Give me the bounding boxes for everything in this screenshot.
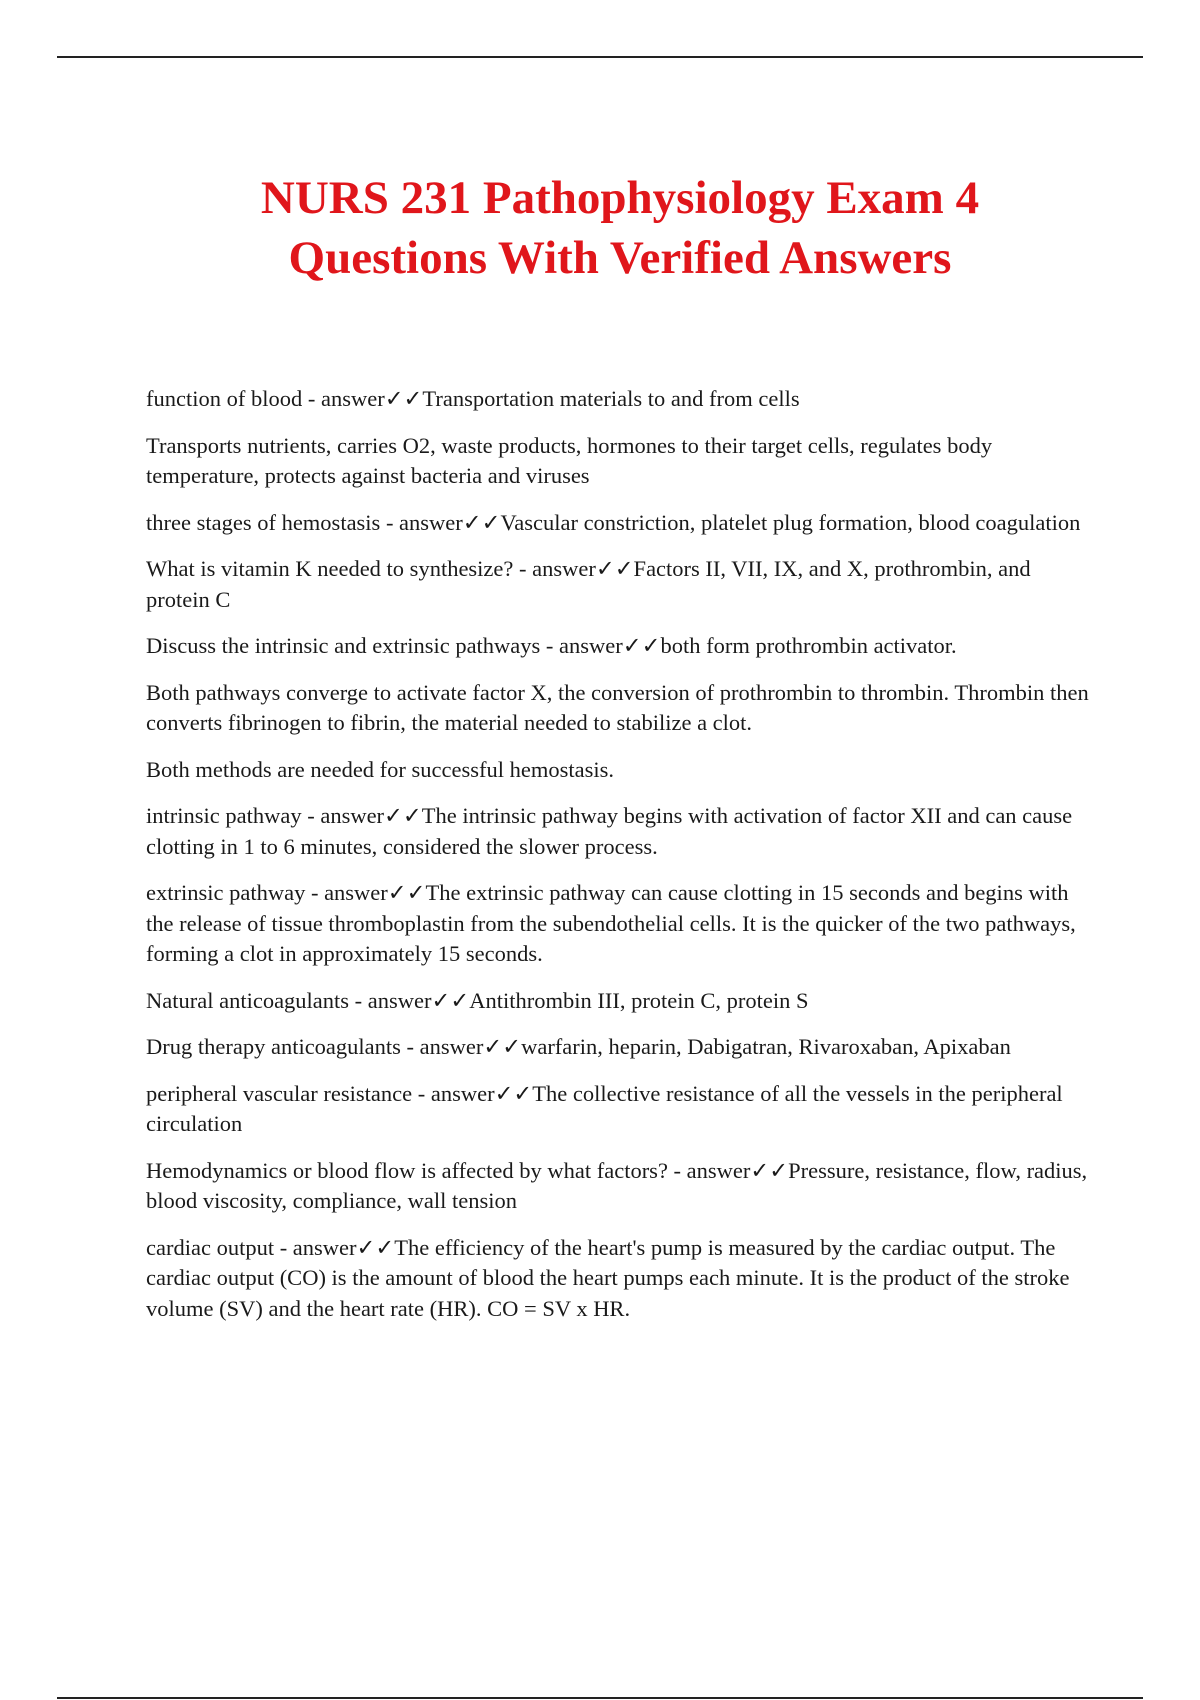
qa-function-of-blood: function of blood - answer✓✓Transportation materials to and from cells bbox=[146, 386, 800, 411]
qa-stages-of-hemostasis: three stages of hemostasis - answer✓✓Vascular constriction, platelet plug formation, blood coagulation bbox=[146, 509, 1081, 535]
document-body bbox=[146, 384, 1096, 1340]
qa-extrinsic-pathway: extrinsic pathway - answer✓✓The extrinsic pathway can cause clotting in 15 seconds and begins with the release of tissue thromboplastin from the subendothelial cells. It is the quicker of the two pathways, forming a clot in approximately 15 seconds. bbox=[146, 880, 1076, 966]
top-divider bbox=[57, 56, 1143, 58]
qa-drug-anticoagulants: Drug therapy anticoagulants - answer✓✓warfarin, heparin, Dabigatran, Rivaroxaban, Apixaban bbox=[146, 1034, 1011, 1059]
qa-peripheral-vascular-resistance: peripheral vascular resistance - answer✓✓The collective resistance of all the vessels in the peripheral circulation bbox=[146, 1080, 1063, 1136]
qa-vitamin-k: What is vitamin K needed to synthesize? - answer✓✓Factors II, VII, IX, and X, prothrombin, and protein C bbox=[146, 556, 1031, 612]
qa-both-methods: Both methods are needed for successful hemostasis. bbox=[146, 756, 615, 782]
qa-intrinsic-extrinsic-pathways: Discuss the intrinsic and extrinsic pathways - answer✓✓both form prothrombin activator. bbox=[146, 633, 957, 658]
qa-natural-anticoagulants: Natural anticoagulants - answer✓✓Antithrombin III, protein C, protein S bbox=[146, 987, 809, 1013]
page-title bbox=[100, 168, 1140, 288]
qa-intrinsic-pathway: intrinsic pathway - answer✓✓The intrinsic pathway begins with activation of factor XII and can cause clotting in 1 to 6 minutes, considered the slower process. bbox=[146, 803, 1073, 859]
qa-cardiac-output: cardiac output - answer✓✓The efficiency of the heart's pump is measured by the cardiac output. The cardiac output (CO) is the amount of blood the heart pumps each minute. It is the product of the stroke volume (SV) and the heart rate (HR). CO = SV x HR. bbox=[146, 1234, 1070, 1321]
qa-hemodynamics: Hemodynamics or blood flow is affected by what factors? - answer✓✓Pressure, resistance, flow, radius, blood viscosity, compliance, wall tension bbox=[146, 1157, 1088, 1213]
bottom-divider bbox=[57, 1697, 1143, 1699]
qa-pathways-converge: Both pathways converge to activate factor X, the conversion of prothrombin to thrombin. Thrombin then converts fibrinogen to fibrin, the material needed to stabilize a clot. bbox=[146, 679, 1089, 735]
title-line-1: NURS 231 Pathophysiology Exam 4 bbox=[260, 172, 980, 224]
title-line-2: Questions With Verified Answers bbox=[288, 232, 952, 284]
qa-function-of-blood-detail: Transports nutrients, carries O2, waste products, hormones to their target cells, regulates body temperature, protects against bacteria and viruses bbox=[146, 432, 993, 488]
